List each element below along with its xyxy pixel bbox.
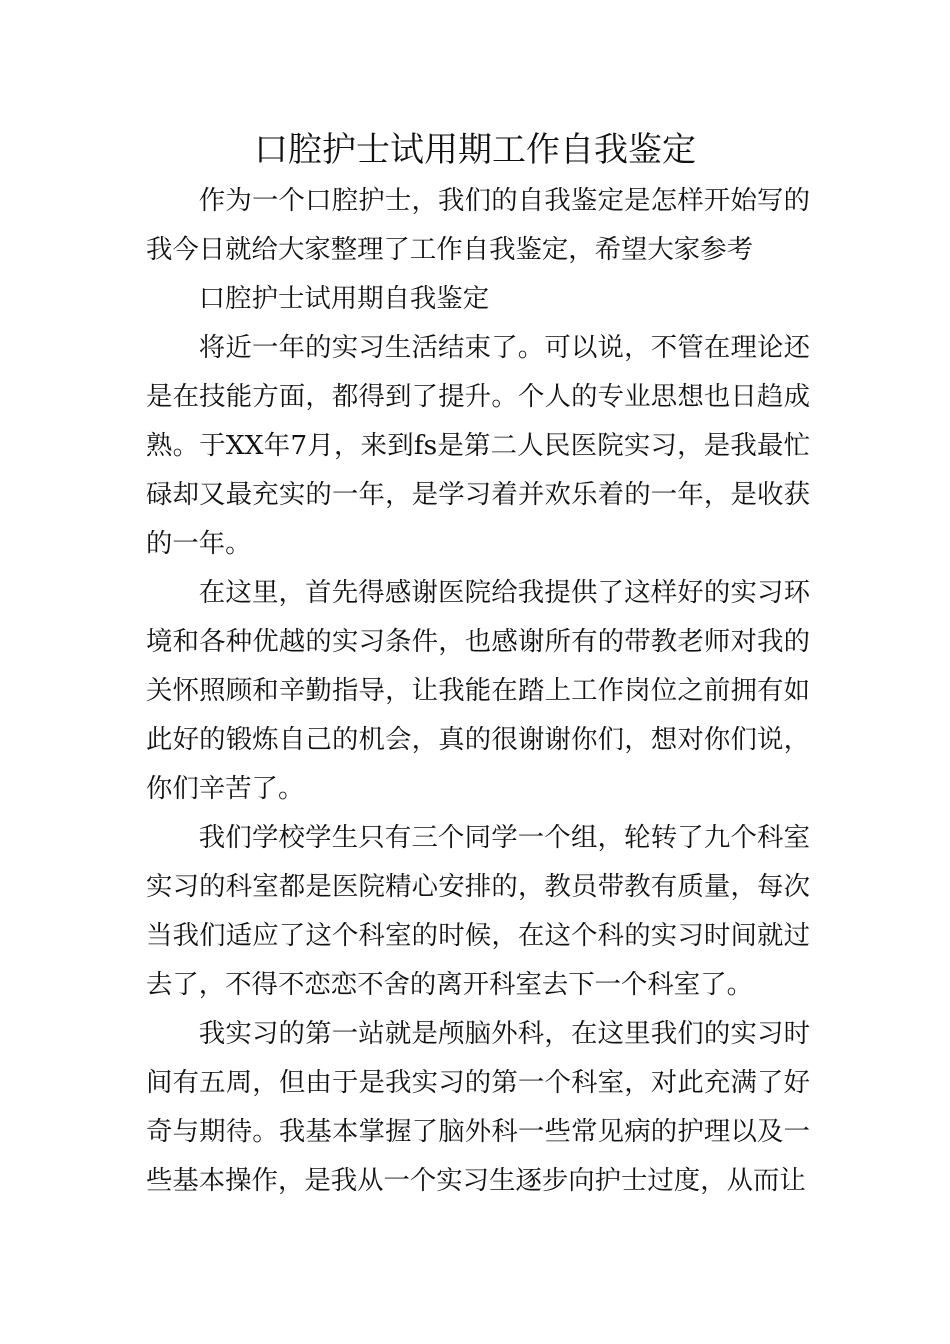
document-title: 口腔护士试用期工作自我鉴定 <box>254 130 696 170</box>
paragraph-subheading: 口腔护士试用期自我鉴定 <box>198 283 490 314</box>
document-body <box>146 176 810 1205</box>
paragraph-first-department: 我实习的第一站就是颅脑外科，在这里我们的实习时间有五周，但由于是我实习的第一个科室，对此充满了好奇与期待。我基本掌握了脑外科一些常见病的护理以及一些基本操作，是我从一个实习生逐步向护士过度，从而让 <box>146 1018 810 1196</box>
paragraph-intro: 作为一个口腔护士，我们的自我鉴定是怎样开始写的我今日就给大家整理了工作自我鉴定，希望大家参考 <box>146 185 810 265</box>
paragraph-thanks: 在这里，首先得感谢医院给我提供了这样好的实习环境和各种优越的实习条件，也感谢所有的带教老师对我的关怀照顾和辛勤指导，让我能在踏上工作岗位之前拥有如此好的锻炼自己的机会，真的很谢谢你们，想对你们说，你们辛苦了。 <box>146 577 810 804</box>
paragraph-rotation: 我们学校学生只有三个同学一个组，轮转了九个科室实习的科室都是医院精心安排的，教员带教有质量，每次当我们适应了这个科室的时候，在这个科的实习时间就过去了，不得不恋恋不舍的离开科室去下一个科室了。 <box>146 822 810 1000</box>
paragraph-internship-summary: 将近一年的实习生活结束了。可以说，不管在理论还是在技能方面，都得到了提升。个人的专业思想也日趋成熟。于XX年7月，来到fs是第二人民医院实习，是我最忙碌却又最充实的一年，是学习着并欢乐着的一年，是收获的一年。 <box>146 332 810 559</box>
